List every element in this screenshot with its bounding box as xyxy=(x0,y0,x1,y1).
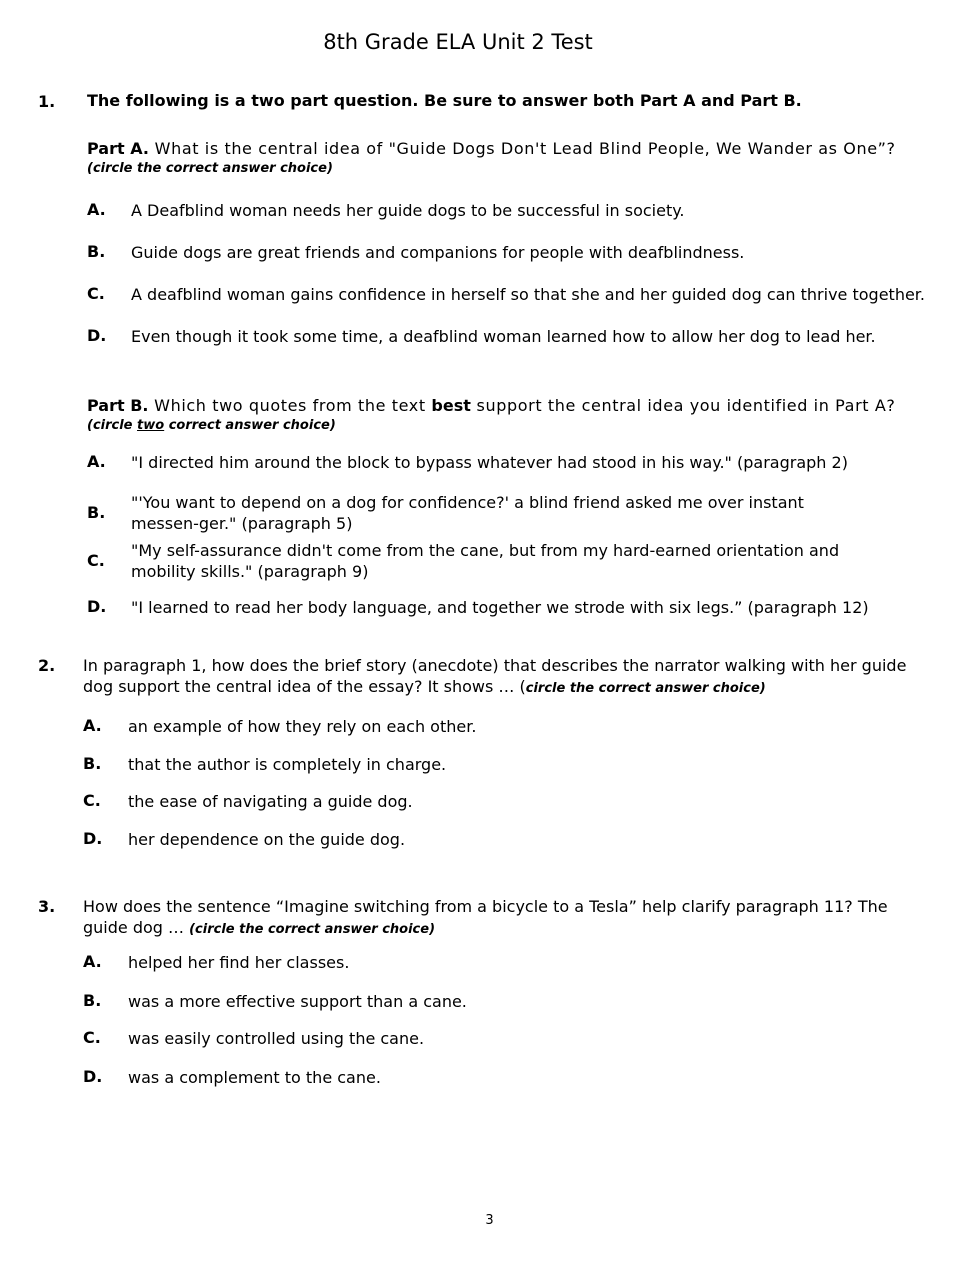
option-letter: B. xyxy=(87,503,106,522)
option-letter: D. xyxy=(83,1067,103,1086)
page-number: 3 xyxy=(485,1213,494,1228)
part-a-instruction: (circle the correct answer choice) xyxy=(87,161,333,176)
option-text: that the author is completely in charge. xyxy=(128,755,447,774)
page-title: 8th Grade ELA Unit 2 Test xyxy=(323,30,593,54)
question-instruction: circle the correct answer choice) xyxy=(525,681,766,696)
option-text: A Deafblind woman needs her guide dogs to be successful in society. xyxy=(131,201,685,220)
option-text: was a more effective support than a cane. xyxy=(128,992,467,1011)
part-b-instruction-underlined: two xyxy=(137,418,165,433)
option-letter: A. xyxy=(87,452,106,471)
option-letter: B. xyxy=(87,242,106,261)
part-b-label: Part B. xyxy=(87,396,149,415)
part-a-question xyxy=(87,138,947,159)
part-b-text-pre: Which two quotes from the text xyxy=(148,396,432,415)
part-b-instruction-pre: (circle xyxy=(87,418,138,433)
question-prompt-text: In paragraph 1, how does the brief story (anecdote) that describes the narrator walking with her guide dog support the central idea of the essay? It shows … ( xyxy=(83,656,907,696)
option-letter: B. xyxy=(83,754,102,773)
option-text: her dependence on the guide dog. xyxy=(128,830,406,849)
option-text: was a complement to the cane. xyxy=(128,1068,381,1087)
question-prompt xyxy=(83,896,933,940)
option-letter: D. xyxy=(87,597,107,616)
option-text: "I directed him around the block to bypass whatever had stood in his way." (paragraph 2) xyxy=(131,453,848,472)
option-text: was easily controlled using the cane. xyxy=(128,1029,425,1048)
option-text: "'You want to depend on a dog for confidence?' a blind friend asked me over instant messen-ger." (paragraph 5) xyxy=(131,493,804,533)
option-letter: A. xyxy=(83,716,102,735)
option-letter: B. xyxy=(83,991,102,1010)
question-prompt xyxy=(83,655,933,699)
part-a-text: What is the central idea of "Guide Dogs Don't Lead Blind People, We Wander as One”? xyxy=(148,139,896,158)
option-text: an example of how they rely on each other. xyxy=(128,717,477,736)
part-b-text-bold: best xyxy=(431,396,471,415)
option-text: Even though it took some time, a deafblind woman learned how to allow her dog to lead her. xyxy=(131,327,876,346)
option-text: helped her find her classes. xyxy=(128,953,350,972)
option-text: A deafblind woman gains confidence in herself so that she and her guided dog can thrive together. xyxy=(131,285,925,304)
part-b-question xyxy=(87,395,947,416)
option-letter: C. xyxy=(83,1028,101,1047)
option-letter: D. xyxy=(83,829,103,848)
part-b-text-post: support the central idea you identified in Part A? xyxy=(470,396,896,415)
question-number: 2. xyxy=(38,656,56,675)
question-prompt-text: How does the sentence “Imagine switching from a bicycle to a Tesla” help clarify paragraph 11? The guide dog … xyxy=(83,897,888,937)
question-number: 3. xyxy=(38,897,56,916)
question-number: 1. xyxy=(38,92,56,111)
option-letter: D. xyxy=(87,326,107,345)
part-b-instruction-post: correct answer choice) xyxy=(164,418,336,433)
part-a-label: Part A. xyxy=(87,139,149,158)
option-text: "I learned to read her body language, and together we strode with six legs.” (paragraph 12) xyxy=(131,598,869,617)
option-letter: C. xyxy=(83,791,101,810)
question-instruction: (circle the correct answer choice) xyxy=(189,922,436,937)
option-text: the ease of navigating a guide dog. xyxy=(128,792,413,811)
option-letter: A. xyxy=(87,200,106,219)
option-letter: A. xyxy=(83,952,102,971)
option-letter: C. xyxy=(87,551,105,570)
part-b-instruction xyxy=(87,415,336,436)
option-text: "My self-assurance didn't come from the cane, but from my hard-earned orientation and mobility skills." (paragraph 9) xyxy=(131,541,840,581)
option-letter: C. xyxy=(87,284,105,303)
option-text: Guide dogs are great friends and companions for people with deafblindness. xyxy=(131,243,745,262)
question-prompt: The following is a two part question. Be sure to answer both Part A and Part B. xyxy=(87,91,802,110)
